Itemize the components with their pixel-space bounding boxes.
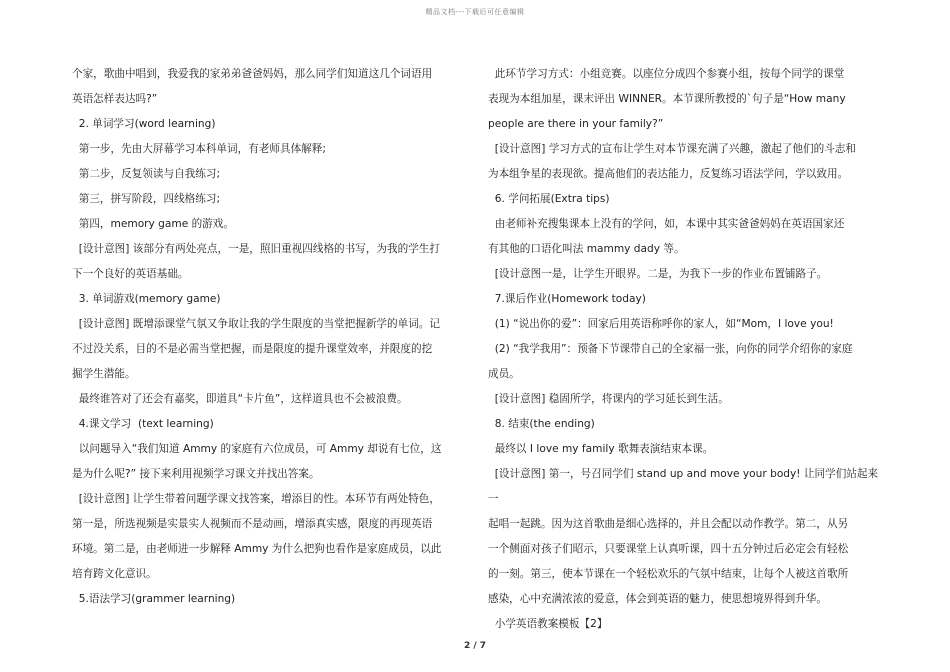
- text-line: [设计意图] 让学生带着问题学课文找答案，增添目的性。本环节有两处特色，: [72, 493, 440, 505]
- text-line: 的一刻。第三，使本节课在一个轻松欢乐的气氛中结束，让每个人被这首歌所: [488, 568, 849, 580]
- text-line: 培育跨文化意识。: [72, 568, 157, 580]
- text-line: 有其他的口语化叫法 mammy dady 等。: [488, 243, 685, 255]
- text-line: 表现为本组加星，课末评出 WINNER。本节课所教授的`句子是“How many: [488, 93, 846, 105]
- text-line: 由老师补充搜集课本上没有的学问，如，本课中其实爸爸妈妈在英语国家还: [488, 218, 845, 230]
- text-line: [设计意图一是，让学生开眼界。二是，为我下一步的作业布置铺路子。: [488, 268, 828, 280]
- section-heading: 3. 单词游戏(memory game): [72, 293, 221, 305]
- text-line: 最终谁答对了还会有嘉奖，即道具“卡片鱼”，这样道具也不会被浪费。: [72, 393, 408, 405]
- text-line: 英语怎样表达吗?”: [72, 93, 158, 105]
- text-line: people are there in your family?”: [488, 118, 664, 130]
- text-line: [设计意图] 学习方式的宣布让学生对本节课充满了兴趣，激起了他们的斗志和: [488, 143, 856, 155]
- text-line: 第三，拼写阶段，四线格练习;: [72, 193, 221, 205]
- text-line: 成员。: [488, 368, 520, 380]
- text-line: [设计意图] 稳固所学，将课内的学习延长到生活。: [488, 393, 729, 405]
- page-header: 精品文档---下载后可任意编辑: [425, 8, 525, 16]
- text-line: 第四，memory game 的游戏。: [72, 218, 234, 230]
- text-line: [设计意图] 既增添课堂气氛又争取让我的学生限度的当堂把握新学的单词。记: [72, 318, 440, 330]
- text-line: 是为什么呢?” 接下来利用视频学习课文并找出答案。: [72, 468, 320, 480]
- section-heading: 7.课后作业(Homework today): [488, 293, 646, 305]
- text-line: 第二步，反复领读与自我练习;: [72, 168, 221, 180]
- text-line: 一个侧面对孩子们昭示，只要课堂上认真听课，四十五分钟过后必定会有轻松: [488, 543, 849, 555]
- section-heading: 6. 学问拓展(Extra tips): [488, 193, 610, 205]
- text-line: 不过没关系，目的不是必需当堂把握，而是限度的提升课堂效率，并限度的挖: [72, 343, 433, 355]
- text-line: 此环节学习方式：小组竞赛。以座位分成四个参赛小组，按每个同学的课堂: [488, 68, 845, 80]
- right-column: [488, 62, 880, 637]
- text-line: 以问题导入“我们知道 Ammy 的家庭有六位成员，可 Ammy 却说有七位，这: [72, 443, 442, 455]
- text-line: [设计意图] 第一，号召同学们 stand up and move your body! 让同学们站起来一: [488, 468, 879, 505]
- section-heading: 2. 单词学习(word learning): [72, 118, 216, 130]
- text-line: (2) “我学我用”：预备下节课带自己的全家福一张，向你的同学介绍你的家庭: [488, 343, 853, 355]
- text-line: 起唱一起跳。因为这首歌曲是细心选择的，并且会配以动作教学。第二，从另: [488, 518, 849, 530]
- text-line: 掘学生潜能。: [72, 368, 136, 380]
- text-line: 第一是，所选视频是实景实人视频而不是动画，增添真实感，限度的再现英语: [72, 518, 433, 530]
- text-line: 第一步，先由大屏幕学习本科单词，有老师具体解释;: [72, 143, 326, 155]
- text-line: 个家，歌曲中唱到，我爱我的家弟弟爸爸妈妈，那么同学们知道这几个词语用: [72, 68, 433, 80]
- text-line: 环境。第二是，由老师进一步解释 Ammy 为什么把狗也看作是家庭成员，以此: [72, 543, 442, 555]
- text-line: 感染，心中充满浓浓的爱意，体会到英语的魅力，使思想境界得到升华。: [488, 593, 827, 605]
- left-column: [72, 62, 464, 612]
- text-line: (1) “说出你的爱”：回家后用英语称呼你的家人，如“Mom，I love you!: [488, 318, 834, 330]
- section-heading: 5.语法学习(grammer learning): [72, 593, 236, 605]
- page-number: 2 / 7: [463, 641, 487, 651]
- text-line: 为本组争星的表现欲。提高他们的表达能力，反复练习语法学问，学以致用。: [488, 168, 849, 180]
- text-line: 最终以 I love my family 歌舞表演结束本课。: [488, 443, 714, 455]
- text-line: 下一个良好的英语基础。: [72, 268, 189, 280]
- section-heading: 8. 结束(the ending): [488, 418, 595, 430]
- section-heading: 小学英语教案模板【2】: [488, 618, 608, 630]
- text-line: [设计意图] 该部分有两处亮点，一是，照旧重视四线格的书写，为我的学生打: [72, 243, 440, 255]
- section-heading: 4.课文学习 (text learning): [72, 418, 214, 430]
